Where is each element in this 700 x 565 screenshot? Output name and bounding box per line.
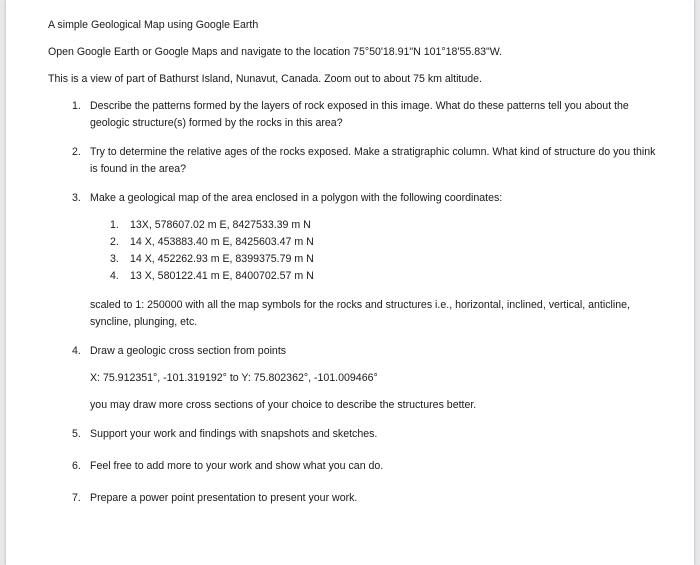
coordinate-item: [90, 268, 694, 285]
coordinate-text: 14 X, 452262.93 m E, 8399375.79 m N: [130, 253, 314, 265]
instruction-text: Open Google Earth or Google Maps and navigate to the location 75°50'18.91"N 101°18'55.83"W.: [48, 46, 503, 58]
question-number: 4.: [72, 345, 81, 357]
question-item: [48, 490, 694, 507]
question-number: 5.: [72, 428, 81, 440]
question-item: [48, 343, 694, 414]
question-item: [48, 458, 694, 475]
document-page: [6, 0, 694, 565]
question-text: Try to determine the relative ages of the rocks exposed. Make a stratigraphic column. What kind of structure do you think is found in the area?: [90, 146, 656, 175]
cross-section-note: you may draw more cross sections of your choice to describe the structures better.: [90, 399, 477, 411]
coordinate-text: 13 X, 580122.41 m E, 8400702.57 m N: [130, 270, 314, 282]
question-number: 1.: [72, 100, 81, 112]
coordinate-number: 4.: [110, 270, 119, 282]
coordinate-item: [90, 234, 694, 251]
coordinate-text: 13X, 578607.02 m E, 8427533.39 m N: [130, 219, 311, 231]
coordinate-list: [90, 217, 694, 285]
question-item: [48, 144, 694, 178]
question-text: Feel free to add more to your work and show what you can do.: [90, 460, 384, 472]
question-item: [48, 426, 694, 443]
coordinate-item: [90, 251, 694, 268]
coordinate-number: 1.: [110, 219, 119, 231]
question-number: 3.: [72, 192, 81, 204]
question-text: Describe the patterns formed by the layers of rock exposed in this image. What do these patterns tell you about the geologic structure(s) formed by the rocks in this area?: [90, 100, 629, 129]
coordinate-text: 14 X, 453883.40 m E, 8425603.47 m N: [130, 236, 314, 248]
coordinate-item: [90, 217, 694, 234]
context-text: This is a view of part of Bathurst Island, Nunavut, Canada. Zoom out to about 75 km altitude.: [48, 73, 482, 85]
question-number: 6.: [72, 460, 81, 472]
question-text: Support your work and findings with snapshots and sketches.: [90, 428, 378, 440]
question-number: 2.: [72, 146, 81, 158]
question-text: Prepare a power point presentation to present your work.: [90, 492, 358, 504]
document-title: A simple Geological Map using Google Earth: [48, 19, 259, 31]
question-item: [48, 190, 694, 331]
scale-instruction: scaled to 1: 250000 with all the map symbols for the rocks and structures i.e., horizontal, inclined, vertical, anticline, syncline, plunging, etc.: [90, 299, 630, 328]
question-list: [48, 98, 694, 507]
intro: [48, 17, 694, 88]
coordinate-number: 2.: [110, 236, 119, 248]
question-text: Draw a geologic cross section from points: [90, 345, 287, 357]
question-number: 7.: [72, 492, 81, 504]
coordinate-number: 3.: [110, 253, 119, 265]
cross-section-points: X: 75.912351°, -101.319192° to Y: 75.802362°, -101.009466°: [90, 372, 378, 384]
question-text: Make a geological map of the area enclosed in a polygon with the following coordinates:: [90, 192, 503, 204]
question-item: [48, 98, 694, 132]
